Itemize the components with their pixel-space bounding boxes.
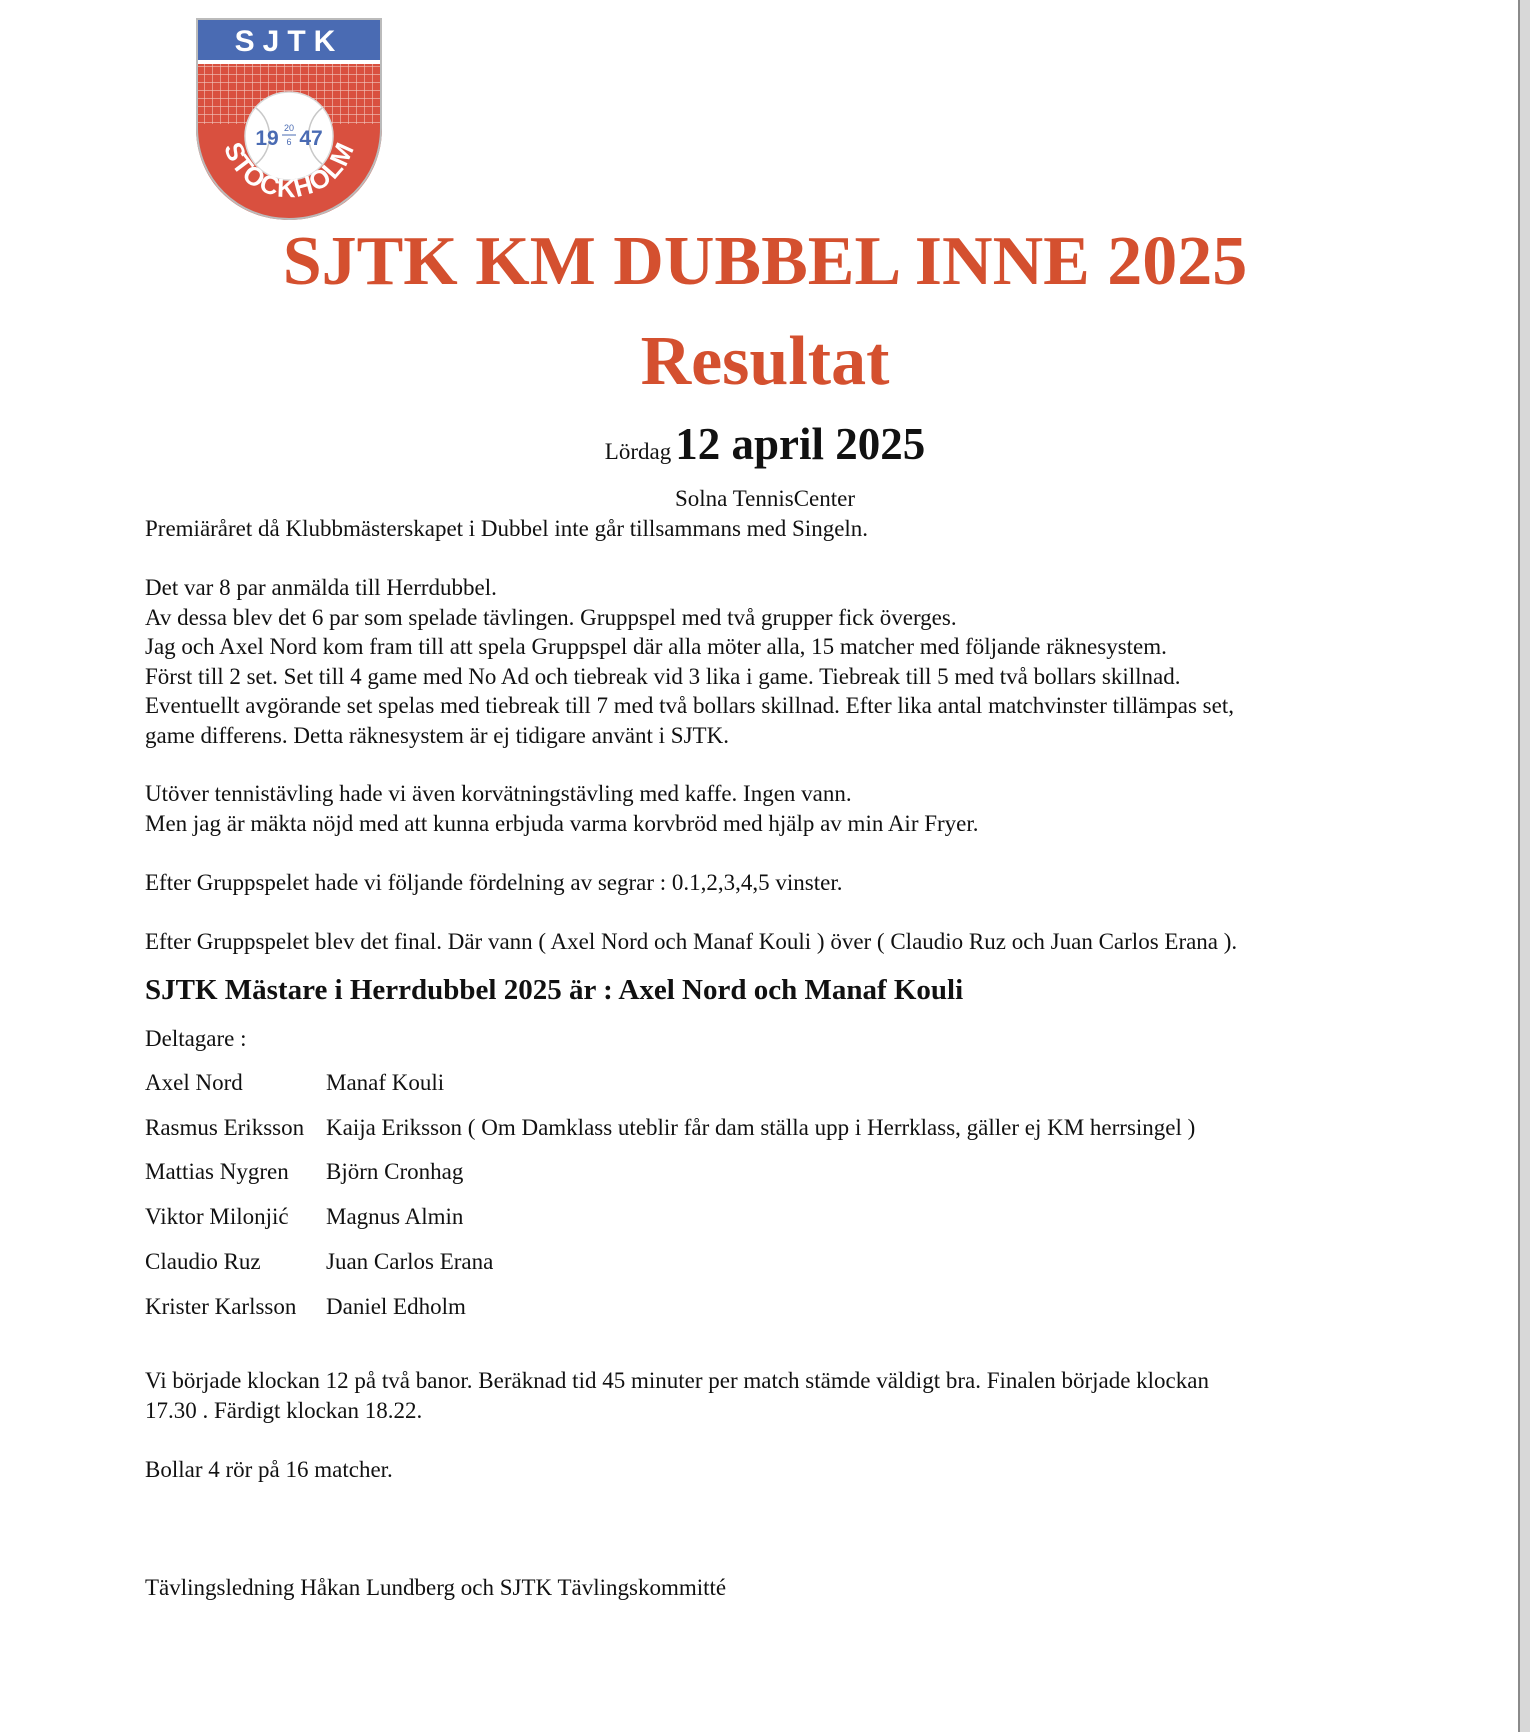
event-date-text: 12 april 2025 xyxy=(675,419,926,469)
text-line: Men jag är mäkta nöjd med att kunna erbjuda varma korvbröd med hjälp av min Air Fryer. xyxy=(145,811,979,836)
player-2: Juan Carlos Erana xyxy=(326,1249,494,1274)
player-1: Rasmus Eriksson xyxy=(145,1115,305,1140)
player-2: Daniel Edholm xyxy=(326,1294,466,1319)
sjtk-logo xyxy=(196,18,382,220)
text-line: 17.30 . Färdigt klockan 18.22. xyxy=(145,1398,423,1423)
logo-year-mid-top: 20 xyxy=(283,123,295,133)
text-line: Efter Gruppspelet blev det final. Där vann ( Axel Nord och Manaf Kouli ) över ( Claudio Ruz och Juan Carlos Erana ). xyxy=(145,929,1238,954)
player-1: Mattias Nygren xyxy=(145,1159,289,1184)
logo-bottom-text: STOCKHOLM xyxy=(218,137,361,204)
text-line: Utöver tennistävling hade vi även korvätningstävling med kaffe. Ingen vann. xyxy=(145,781,852,806)
player-1: Axel Nord xyxy=(145,1070,243,1095)
participants-label: Deltagare : xyxy=(145,1026,247,1051)
text-line: Först till 2 set. Set till 4 game med No Ad och tiebreak vid 3 lika i game. Tiebreak till 5 med två bollars skillnad. xyxy=(145,664,1181,689)
player-1: Krister Karlsson xyxy=(145,1294,297,1319)
logo-year-right: 47 xyxy=(299,127,323,150)
player-2: Kaija Eriksson ( Om Damklass uteblir får dam ställa upp i Herrklass, gäller ej KM herrsingel ) xyxy=(326,1115,1196,1140)
player-2: Björn Cronhag xyxy=(326,1159,464,1184)
text-line: Jag och Axel Nord kom fram till att spela Gruppspel där alla möter alla, 15 matcher med följande räknesystem. xyxy=(145,634,1167,659)
intro-paragraph: Premiäråret då Klubbmästerskapet i Dubbel inte går tillsammans med Singeln. xyxy=(145,516,869,541)
page-title: SJTK KM DUBBEL INNE 2025 xyxy=(282,223,1248,300)
player-2: Magnus Almin xyxy=(326,1204,464,1229)
text-line: Av dessa blev det 6 par som spelade tävlingen. Gruppspel med två grupper fick överges. xyxy=(145,605,957,630)
text-line: Vi började klockan 12 på två banor. Beräknad tid 45 minuter per match stämde väldigt bra. Finalen började klockan xyxy=(145,1368,1209,1393)
logo-top-text: SJTK xyxy=(234,25,344,58)
player-2: Manaf Kouli xyxy=(326,1070,445,1095)
player-1: Claudio Ruz xyxy=(145,1249,261,1274)
event-venue: Solna TennisCenter xyxy=(674,486,856,511)
text-line: Det var 8 par anmälda till Herrdubbel. xyxy=(145,575,497,600)
logo-year-left: 19 xyxy=(255,127,279,150)
text-line: game differens. Detta räknesystem är ej tidigare använt i SJTK. xyxy=(145,723,729,748)
text-line: Eventuellt avgörande set spelas med tiebreak till 7 med två bollars skillnad. Efter lika antal matchvinster tillämpas set, xyxy=(145,693,1234,718)
event-day: Lördag xyxy=(604,439,672,464)
signature: Tävlingsledning Håkan Lundberg och SJTK Tävlingskommitté xyxy=(145,1575,727,1600)
text-line: Efter Gruppspelet hade vi följande fördelning av segrar : 0.1,2,3,4,5 vinster. xyxy=(145,870,843,895)
logo-year-mid-bottom: 6 xyxy=(286,137,292,147)
player-1: Viktor Milonjić xyxy=(145,1204,289,1229)
page-subtitle: Resultat xyxy=(640,323,890,400)
text-line: Bollar 4 rör på 16 matcher. xyxy=(145,1457,393,1482)
event-date xyxy=(0,414,1530,485)
champions-heading: SJTK Mästare i Herrdubbel 2025 är : Axel Nord och Manaf Kouli xyxy=(145,974,964,1006)
